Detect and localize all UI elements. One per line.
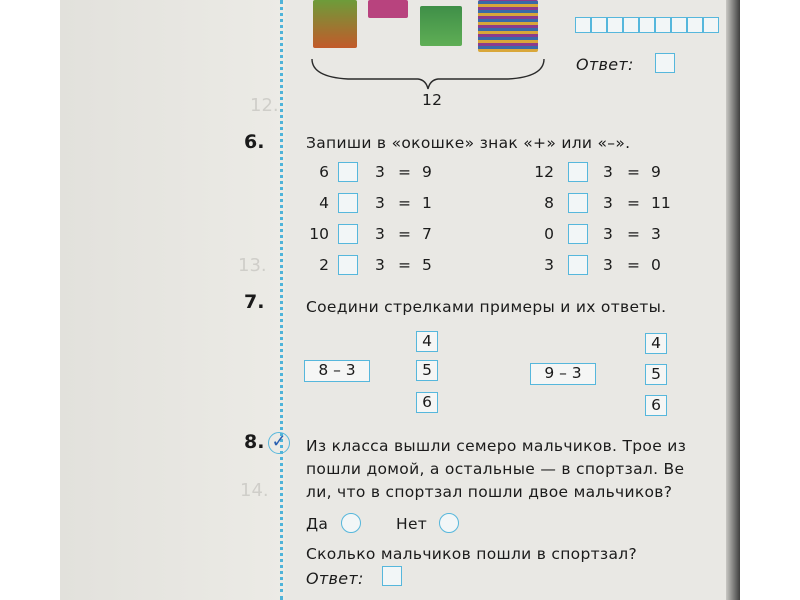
exercise-number: 6.: [244, 131, 265, 153]
example-card-8-minus-3[interactable]: 8 – 3: [304, 360, 370, 382]
exercise-number: 7.: [244, 291, 265, 313]
margin-dotted-line: [280, 0, 283, 600]
yes-label: Да: [306, 515, 329, 533]
brace-value: 12: [422, 91, 443, 109]
bleed-through-text: 14.: [240, 480, 269, 501]
check-mark-icon: ✓: [268, 432, 290, 454]
answer-card[interactable]: 6: [645, 395, 667, 416]
sign-box[interactable]: [338, 255, 358, 275]
exercise-instruction: Запиши в «окошке» знак «+» или «–».: [306, 134, 631, 152]
exercise-number: 8.: [244, 431, 265, 453]
book-illustration: [313, 0, 357, 48]
outer-frame-left: [0, 0, 60, 600]
answer-box[interactable]: [655, 53, 675, 73]
answer-label: Ответ:: [306, 569, 364, 588]
problem-text-line: Из класса вышли семеро мальчиков. Трое из: [306, 437, 687, 455]
no-radio[interactable]: [439, 513, 459, 533]
bleed-through-text: 13.: [238, 255, 267, 276]
answer-cell[interactable]: [623, 17, 639, 33]
answer-cell[interactable]: [671, 17, 687, 33]
answer-cell[interactable]: [607, 17, 623, 33]
problem-text-line: ли, что в спортзал пошли двое мальчиков?: [306, 483, 673, 501]
bleed-through-text: 12.: [250, 95, 279, 116]
answer-card[interactable]: 5: [416, 360, 438, 381]
answer-cell-row: [575, 17, 719, 33]
answer-cell[interactable]: [703, 17, 719, 33]
sign-box[interactable]: [568, 255, 588, 275]
answer-cell[interactable]: [591, 17, 607, 33]
sign-box[interactable]: [338, 224, 358, 244]
answer-card[interactable]: 6: [416, 392, 438, 413]
book-stack-illustration: [478, 0, 538, 52]
sign-box[interactable]: [338, 193, 358, 213]
answer-cell[interactable]: [687, 17, 703, 33]
no-label: Нет: [396, 515, 428, 533]
answer-card[interactable]: 4: [645, 333, 667, 354]
answer-card[interactable]: 5: [645, 364, 667, 385]
answer-box[interactable]: [382, 566, 402, 586]
yes-radio[interactable]: [341, 513, 361, 533]
sign-box[interactable]: [568, 162, 588, 182]
curly-brace: [308, 55, 548, 91]
outer-frame-right: [740, 0, 800, 600]
example-card-9-minus-3[interactable]: 9 – 3: [530, 363, 596, 385]
book-illustration: [368, 0, 408, 18]
book-illustration: [420, 6, 462, 46]
question-text: Сколько мальчиков пошли в спортзал?: [306, 545, 638, 563]
sign-box[interactable]: [338, 162, 358, 182]
sign-box[interactable]: [568, 224, 588, 244]
answer-card[interactable]: 4: [416, 331, 438, 352]
answer-label: Ответ:: [576, 55, 634, 74]
problem-text-line: пошли домой, а остальные — в спортзал. Ве: [306, 460, 685, 478]
answer-cell[interactable]: [655, 17, 671, 33]
answer-cell[interactable]: [575, 17, 591, 33]
sign-box[interactable]: [568, 193, 588, 213]
answer-cell[interactable]: [639, 17, 655, 33]
exercise-instruction: Соедини стрелками примеры и их ответы.: [306, 298, 667, 316]
